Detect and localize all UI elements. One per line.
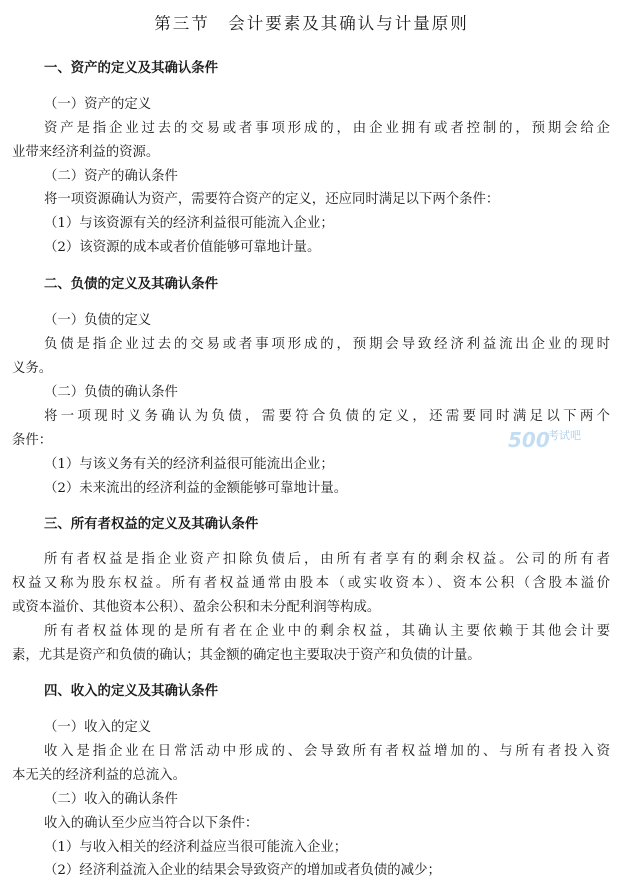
subheading-liability-recognition: （二）负债的确认条件 [44,385,178,400]
section-title: 第三节 会计要素及其确认与计量原则 [154,14,469,33]
heading-owners-equity: 三、所有者权益的定义及其确认条件 [44,517,259,532]
paragraph-line: 将一项现时义务确认为负债，需要符合负债的定义，还需要同时满足以下两个 [44,409,610,424]
list-item: （2）未来流出的经济利益的金额能够可靠地计量。 [44,481,348,496]
paragraph-line: 或资本溢价、其他资本公积）、盈余公积和未分配利润等构成。 [12,600,381,615]
list-item: （1）与该资源有关的经济利益很可能流入企业； [44,216,334,231]
list-item: （2）经济利益流入企业的结果会导致资产的增加或者负债的减少； [44,863,441,878]
watermark-mark: 500 [508,428,550,452]
paragraph-line: 所有者权益是指企业资产扣除负债后，由所有者享有的剩余权益。公司的所有者 [44,552,610,567]
paragraph-line: 所有者权益体现的是所有者在企业中的剩余权益，其确认主要依赖于其他会计要 [44,624,610,639]
heading-assets: 一、资产的定义及其确认条件 [44,61,219,76]
subheading-revenue-definition: （一）收入的定义 [44,720,152,735]
paragraph-line: 收入是指企业在日常活动中形成的、会导致所有者权益增加的、与所有者投入资 [44,744,610,759]
subheading-liability-definition: （一）负债的定义 [44,313,152,328]
paragraph-line: 本无关的经济利益的总流入。 [12,768,187,783]
paragraph-line: 素，尤其是资产和负债的确认；其金额的确定也主要取决于资产和负债的计量。 [12,648,481,663]
paragraph-line: 义务。 [12,361,53,376]
list-item: （1）与该义务有关的经济利益很可能流出企业； [44,457,334,472]
list-item: （1）与收入相关的经济利益应当很可能流入企业； [44,840,348,855]
watermark-text: 考试吧 [548,429,581,442]
list-item: （2）该资源的成本或者价值能够可靠地计量。 [44,240,321,255]
heading-liabilities: 二、负债的定义及其确认条件 [44,277,219,292]
heading-revenue: 四、收入的定义及其确认条件 [44,684,219,699]
paragraph-line: 业带来经济利益的资源。 [12,145,160,160]
watermark-logo [508,425,592,455]
paragraph-line: 收入的确认至少应当符合以下条件： [44,816,259,831]
paragraph-line: 资产是指企业过去的交易或者事项形成的，由企业拥有或者控制的，预期会给企 [44,121,610,136]
subheading-asset-definition: （一）资产的定义 [44,97,152,112]
subheading-revenue-recognition: （二）收入的确认条件 [44,792,178,807]
paragraph-line: 负债是指企业过去的交易或者事项形成的，预期会导致经济利益流出企业的现时 [44,337,610,352]
paragraph-line: 权益又称为股东权益。所有者权益通常由股本（或实收资本）、资本公积（含股本溢价 [12,576,610,591]
subheading-asset-recognition: （二）资产的确认条件 [44,169,178,184]
paragraph-line: 将一项资源确认为资产，需要符合资产的定义，还应同时满足以下两个条件： [44,192,500,207]
paragraph-line: 条件： [12,433,53,448]
